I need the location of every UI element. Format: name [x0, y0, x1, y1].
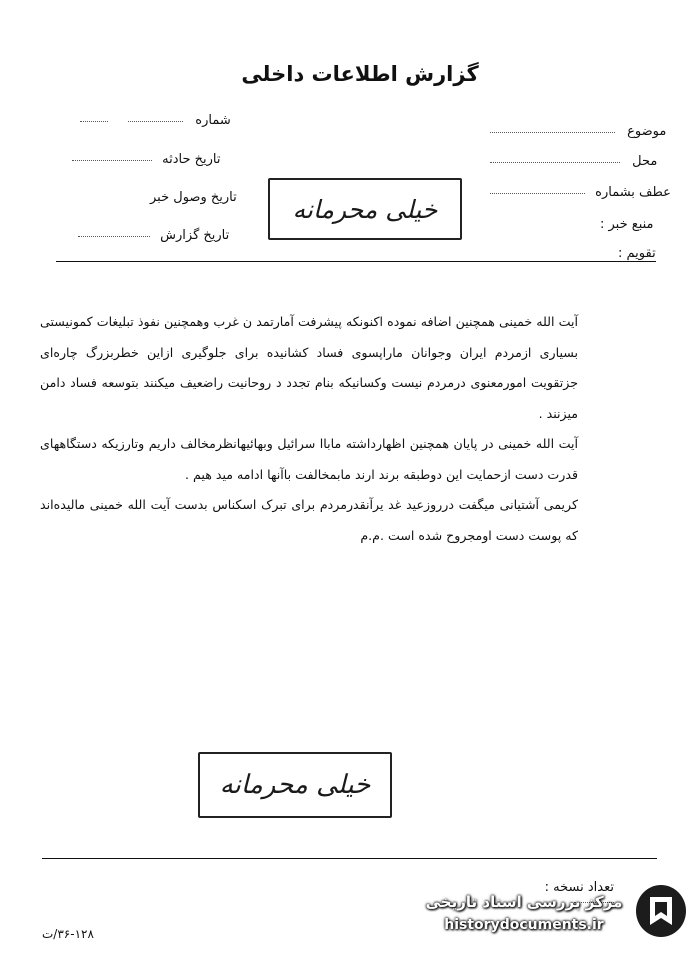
body-paragraph: آیت الله خمینی همچنین اضافه نموده اکنونکه پیشرفت آمارتمد ن غرب وهمچنین نفوذ تبلیغات کمونیستی بسیاری ازمردم ایران وجوانان ماراپسوی فساد کشانیده برای جلوگیری ازاین خطربزرگ چاره‌ای جزتقویت امورمعنوی درمردم نیست وکسانیکه بنام تجدد د روحانیت راضعیف میکنند بتوسعه فساد دامن میزنند . — [40, 314, 578, 421]
place-label: محل — [632, 154, 658, 169]
place-dots — [490, 161, 620, 163]
number-dots-2 — [80, 120, 108, 122]
copies-label: تعداد نسخه : — [544, 880, 614, 895]
classification-stamp-top: خیلی محرمانه — [268, 178, 462, 240]
archive-logo-icon — [636, 885, 686, 937]
report-date-dots — [78, 235, 150, 237]
report-date-field — [78, 228, 229, 243]
incident-date-field — [72, 152, 221, 167]
subject-field — [490, 124, 666, 139]
number-dots — [128, 120, 183, 122]
classification-stamp-middle: خیلی محرمانه — [198, 752, 392, 818]
evaluation-label: تقویم : — [618, 246, 656, 261]
number-field — [80, 113, 231, 128]
report-body — [40, 307, 578, 551]
source-field — [600, 217, 654, 232]
body-paragraph: آیت الله خمینی در پایان همچنین اظهارداشته ماباا سرائیل وبهائیهانظرمخالف داریم وتارزیکه دستگاههای قدرت دست ازحمایت این دوطبقه برند ارند مابمخالفت باآنها ادامه مید هیم . — [40, 436, 578, 482]
place-field — [490, 154, 657, 169]
source-label: منبع خبر : — [600, 217, 654, 232]
reference-dots — [490, 192, 585, 194]
watermark-text-en: historydocuments.ir — [444, 917, 604, 933]
footer-divider — [42, 858, 657, 859]
subject-label: موضوع — [627, 124, 667, 139]
header-divider — [56, 261, 656, 262]
incident-date-dots — [72, 159, 152, 161]
document-title: گزارش اطلاعات داخلی — [241, 62, 479, 86]
incident-date-label: تاریخ حادثه — [162, 152, 221, 167]
reference-number: ۳۶-۱۲۸/ت — [42, 927, 94, 941]
reference-field — [490, 185, 671, 200]
body-paragraph: کریمی آشتیانی میگفت درروزعید غد یرآنقدرمردم برای تبرک اسکناس بدست آیت الله خمینی مالیده‌اند که پوست دست اومجروح شده است .م.م — [40, 497, 578, 543]
number-label: شماره — [195, 113, 231, 128]
watermark-text-fa: مرکز بررسی اسناد تاریخی — [425, 893, 623, 911]
subject-dots — [490, 131, 615, 133]
receipt-date-label: تاریخ وصول خبر — [150, 190, 237, 205]
reference-label: عطف بشماره — [595, 185, 671, 200]
receipt-date-field — [150, 190, 237, 205]
evaluation-field — [618, 246, 656, 261]
report-date-label: تاریخ گزارش — [160, 228, 230, 243]
